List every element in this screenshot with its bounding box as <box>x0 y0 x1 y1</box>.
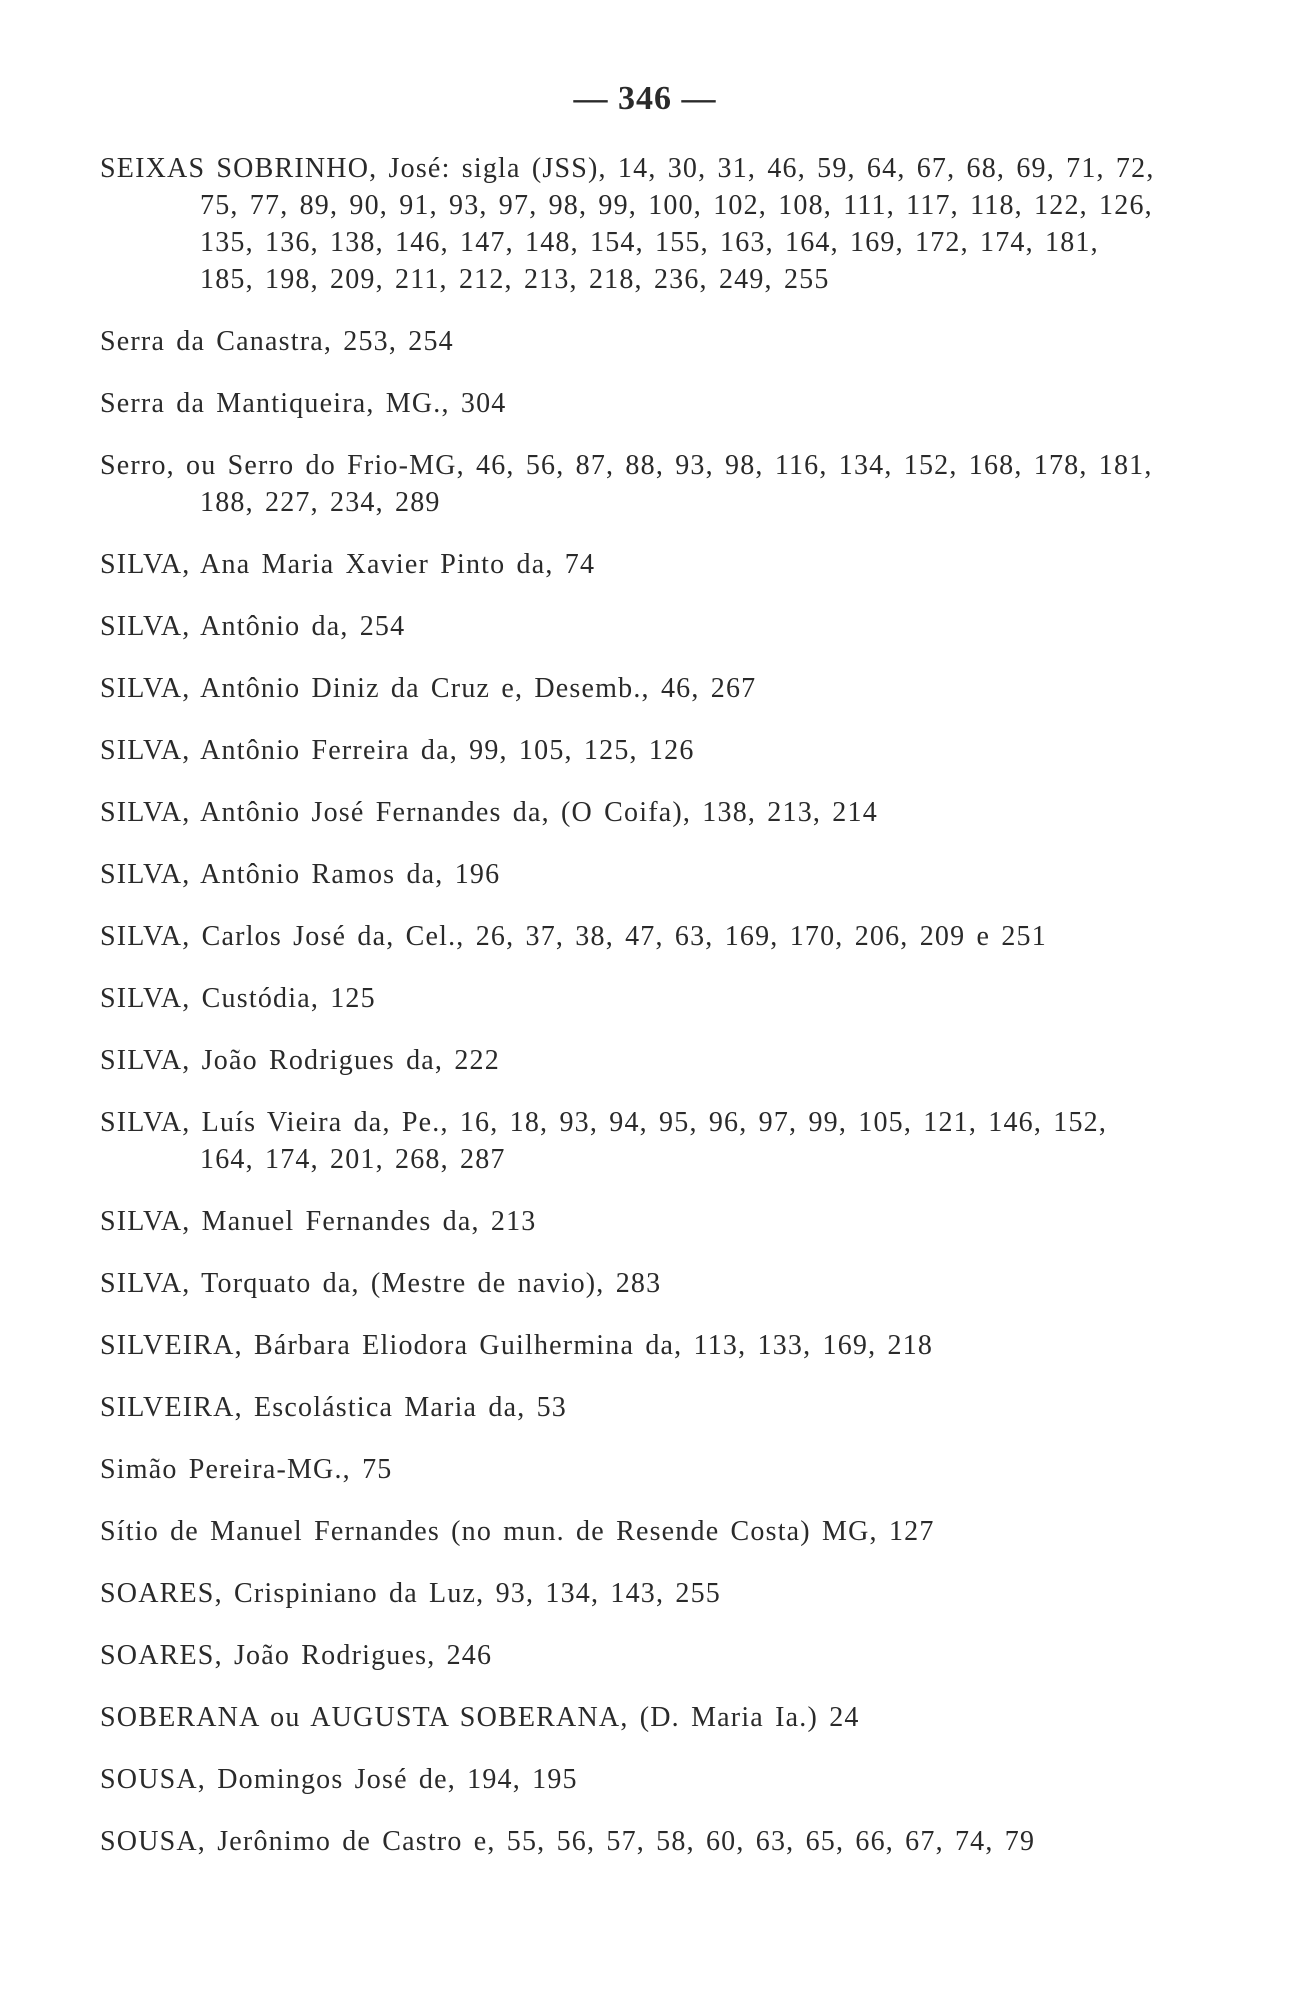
index-entry: Serro, ou Serro do Frio-MG, 46, 56, 87, 88, 93, 98, 116, 134, 152, 168, 178, 181, 188, 227, 234, 289 <box>100 450 1153 518</box>
index-entry: SOARES, João Rodrigues, 246 <box>100 1640 493 1671</box>
index-entry: SILVA, Antônio Ferreira da, 99, 105, 125, 126 <box>100 735 695 766</box>
index-entry: SILVA, Antônio José Fernandes da, (O Coifa), 138, 213, 214 <box>100 797 878 828</box>
index-entry: Serra da Mantiqueira, MG., 304 <box>100 388 507 419</box>
index-entry: SEIXAS SOBRINHO, José: sigla (JSS), 14, 30, 31, 46, 59, 64, 67, 68, 69, 71, 72, 75, 77, 89, 90, 91, 93, 97, 98, 99, 100, 102, 108, 111, 117, 118, 122, 126, 135, 136, 138, 146, 147, 148, 154, 155, 163, 164, 169, 172, 174, 181, 185, 198, 209, 211, 212, 213, 218, 236, 249, 255 <box>100 153 1155 295</box>
index-entry: SILVA, João Rodrigues da, 222 <box>100 1045 500 1076</box>
index-entry: Sítio de Manuel Fernandes (no mun. de Resende Costa) MG, 127 <box>100 1516 935 1547</box>
index-entry-list <box>100 150 1160 1885</box>
index-entry: SOBERANA ou AUGUSTA SOBERANA, (D. Maria Ia.) 24 <box>100 1702 860 1733</box>
index-entry: Serra da Canastra, 253, 254 <box>100 326 454 357</box>
index-entry: SILVA, Ana Maria Xavier Pinto da, 74 <box>100 549 596 580</box>
index-entry: Simão Pereira-MG., 75 <box>100 1454 393 1485</box>
index-entry: SOUSA, Domingos José de, 194, 195 <box>100 1764 578 1795</box>
index-entry: SILVA, Antônio Diniz da Cruz e, Desemb., 46, 267 <box>100 673 757 704</box>
index-entry: SILVA, Torquato da, (Mestre de navio), 283 <box>100 1268 662 1299</box>
index-entry: SILVEIRA, Bárbara Eliodora Guilhermina da, 113, 133, 169, 218 <box>100 1330 934 1361</box>
index-entry: SOARES, Crispiniano da Luz, 93, 134, 143, 255 <box>100 1578 721 1609</box>
index-entry: SILVA, Antônio da, 254 <box>100 611 406 642</box>
index-entry: SILVA, Custódia, 125 <box>100 983 376 1014</box>
index-entry: SOUSA, Jerônimo de Castro e, 55, 56, 57, 58, 60, 63, 65, 66, 67, 74, 79 <box>100 1826 1036 1857</box>
index-entry: SILVA, Carlos José da, Cel., 26, 37, 38, 47, 63, 169, 170, 206, 209 e 251 <box>100 921 1047 952</box>
index-entry: SILVEIRA, Escolástica Maria da, 53 <box>100 1392 568 1423</box>
page-number: — 346 — <box>573 80 717 117</box>
index-entry: SILVA, Antônio Ramos da, 196 <box>100 859 501 890</box>
index-entry: SILVA, Luís Vieira da, Pe., 16, 18, 93, 94, 95, 96, 97, 99, 105, 121, 146, 152, 164, 174, 201, 268, 287 <box>100 1107 1108 1175</box>
index-entry: SILVA, Manuel Fernandes da, 213 <box>100 1206 537 1237</box>
